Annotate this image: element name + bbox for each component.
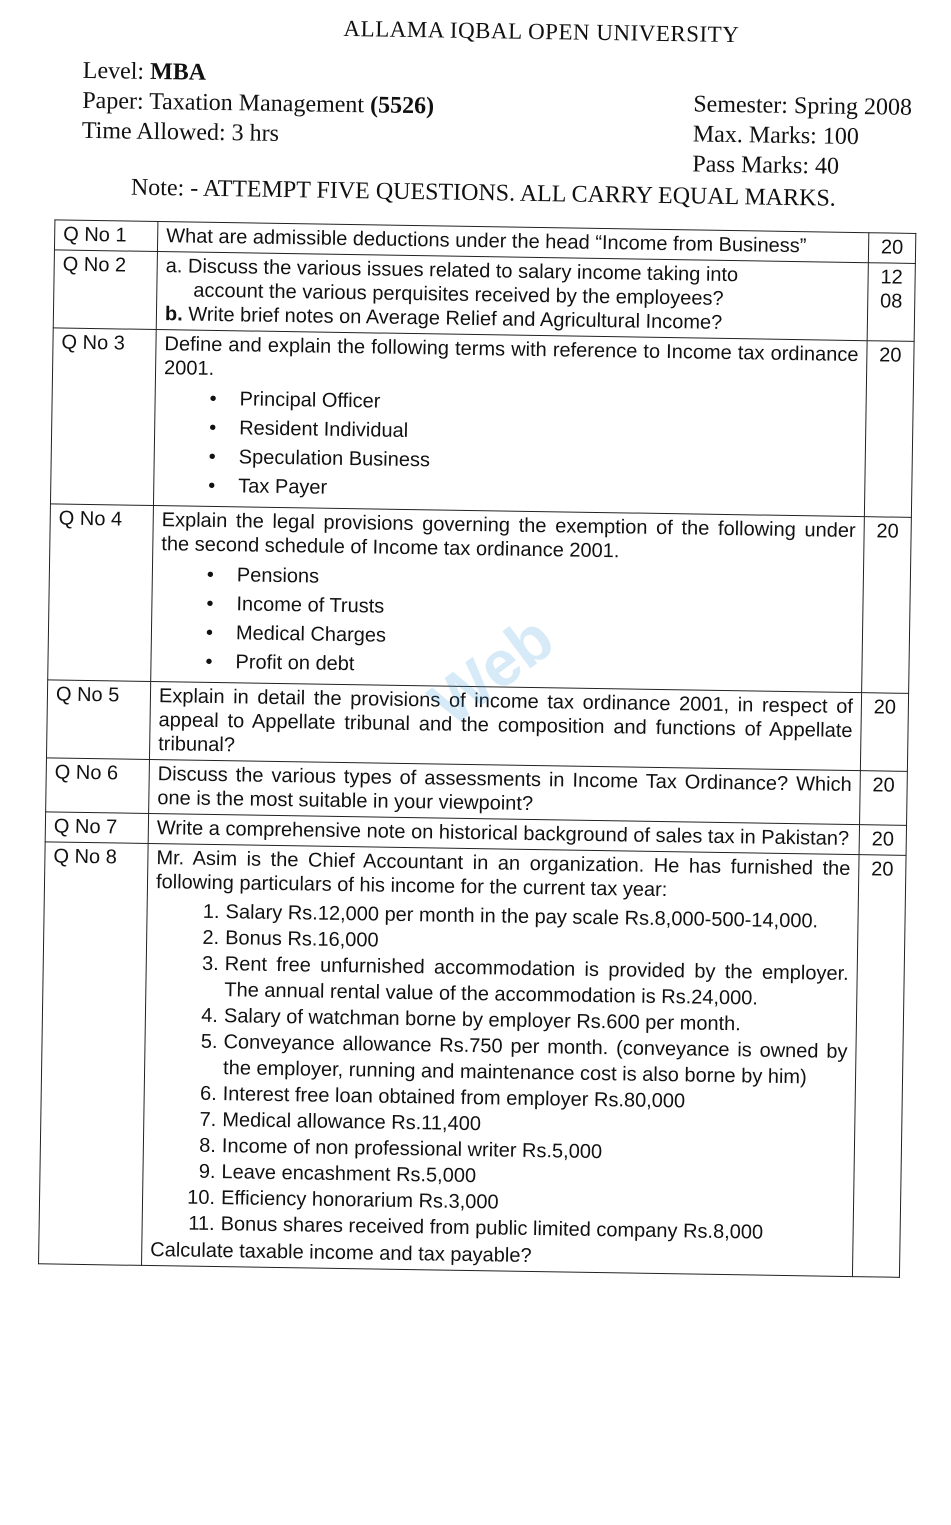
paper-line: Paper: Taxation Management (5526) [82,87,435,120]
list-item: • Resident Individual [239,414,857,453]
sub-question-a: a. Discuss the various issues related to salary income taking into [165,255,739,287]
question-marks: 20 [864,341,914,518]
question-marks: 20 [868,233,915,264]
list-item: 11. Bonus shares received from public limited company Rs.8,000 [188,1212,764,1244]
semester: Semester: Spring 2008 [693,91,913,121]
closing-instruction: Calculate taxable income and tax payable? [150,1239,532,1268]
question-number: Q No 7 [45,812,148,844]
instructions-note: Note: - ATTEMPT FIVE QUESTIONS. ALL CARRY EQUAL MARKS. [130,174,836,212]
question-marks: 20 [862,517,912,694]
question-row-3 [50,328,914,518]
sub-question-a-cont: account the various perquisites received by the employees? [193,279,724,310]
question-number: Q No 6 [46,758,150,814]
watermark-logo: Web [416,601,567,740]
sub-question-b: b. Write brief notes on Average Relief and Agricultural Income? [164,303,723,334]
level-line: Level: MBA [82,57,207,86]
list-item: • Profit on debt [235,648,853,687]
question-number: Q No 5 [46,680,150,760]
list-item: 2. Bonus Rs.16,000 [202,926,379,952]
question-text: Write a comprehensive note on historical background of sales tax in Pakistan? [148,813,859,854]
question-marks: 20 [852,855,906,1278]
question-number: Q No 1 [54,220,157,252]
list-item: 9. Leave encashment Rs.5,000 [198,1160,477,1188]
question-text: Define and explain the following terms with reference to Income tax ordinance 2001. • Principal Officer • Resident Individual • Speculation Business • Tax Payer [153,330,867,517]
question-number: Q No 8 [39,842,149,1266]
list-item: 6. Interest free loan obtained from employer Rs.80,000 [199,1082,686,1113]
list-item: • Income of Trusts [236,590,854,629]
list-item: 3. Rent free unfurnished accommodation is provided by the employer. The annual rental value of the accommodation is Rs.24,000. [201,952,849,1010]
list-item: • Medical Charges [236,619,854,658]
question-text: What are admissible deductions under the head “Income from Business” [157,222,868,263]
question-row-4 [48,504,912,694]
list-item: 1. Salary Rs.12,000 per month in the pay scale Rs.8,000-500-14,000. [202,900,819,933]
list-item: 4. Salary of watchman borne by employer Rs.600 per month. [201,1004,741,1036]
question-number: Q No 4 [48,504,154,682]
questions-table [38,219,916,1277]
question-marks: 20 [860,771,908,826]
level-value: MBA [149,58,207,86]
question-marks: 20 [859,825,906,856]
paper-info [82,56,435,152]
list-item: • Pensions [237,561,855,600]
list-item: 10. Efficiency honorarium Rs.3,000 [187,1186,499,1214]
pass-marks: Pass Marks: 40 [692,151,840,180]
question-row-2 [53,250,915,342]
question-marks: 20 [860,693,908,772]
income-particulars-list [150,898,849,1247]
paper-code: (5526) [369,92,435,120]
max-marks: Max. Marks: 100 [692,121,860,151]
question-text: Explain the legal provisions governing the exemption of the following under the second schedule of Income tax ordinance 2001. • Pensions • Income of Trusts • Medical Charges • Profit on debt [151,505,865,692]
university-title: ALLAMA IQBAL OPEN UNIVERSITY [343,15,740,48]
list-item: 8. Income of non professional writer Rs.5,000 [199,1134,603,1164]
term-list [162,384,858,511]
list-item: 7. Medical allowance Rs.11,400 [199,1108,482,1136]
list-item: • Tax Payer [238,472,856,511]
list-item: • Speculation Business [238,443,856,482]
list-item: 5. Conveyance allowance Rs.750 per month. (conveyance is owned by the employer, running and maintenance cost is also borne by him) [200,1030,848,1089]
question-row-5 [46,680,908,772]
question-text: Explain in detail the provisions of income tax ordinance 2001, in respect of appeal to Appellate tribunal and the composition and functions of Appellate tribunal? [149,681,861,770]
question-text: Mr. Asim is the Chief Accountant in an organization. He has furnished the following particulars of his income for the current tax year: 1. Salary Rs.12,000 per month in the pay scale Rs.8,000-500-14,000. 2. Bonus Rs.16,000 3. Rent free unfurnished accommodation is provided by the employer. The annual rental value of the accommodation is Rs.24,000. 4. Salary of watchman borne by employer Rs.600 per month. 5. Conveyance allowance Rs.750 per month. (conveyance is owned by the employer, running and maintenance cost is also borne by him) 6. Interest free loan obtained from employer Rs.80,000 7. Medical allowance Rs.11,400 8. Income of non professional writer Rs.5,000 9. Leave encashment Rs.5,000 10. Efficiency honorarium Rs.3,000 11. Bonus shares received from public limited company Rs.8,000 Calculate taxable income and tax payable? [142,843,860,1276]
question-number: Q No 2 [53,250,157,330]
question-number: Q No 3 [50,328,156,506]
exemption-list [159,560,855,687]
question-marks: 12 08 [867,263,915,342]
question-text: Discuss the various types of assessments in Income Tax Ordinance? Which one is the most suitable in your viewpoint? [149,759,861,824]
marks-info [692,89,912,182]
question-row-8 [39,842,907,1277]
list-item: • Principal Officer [239,385,857,424]
time-allowed: Time Allowed: 3 hrs [81,117,280,147]
question-text [156,252,868,341]
